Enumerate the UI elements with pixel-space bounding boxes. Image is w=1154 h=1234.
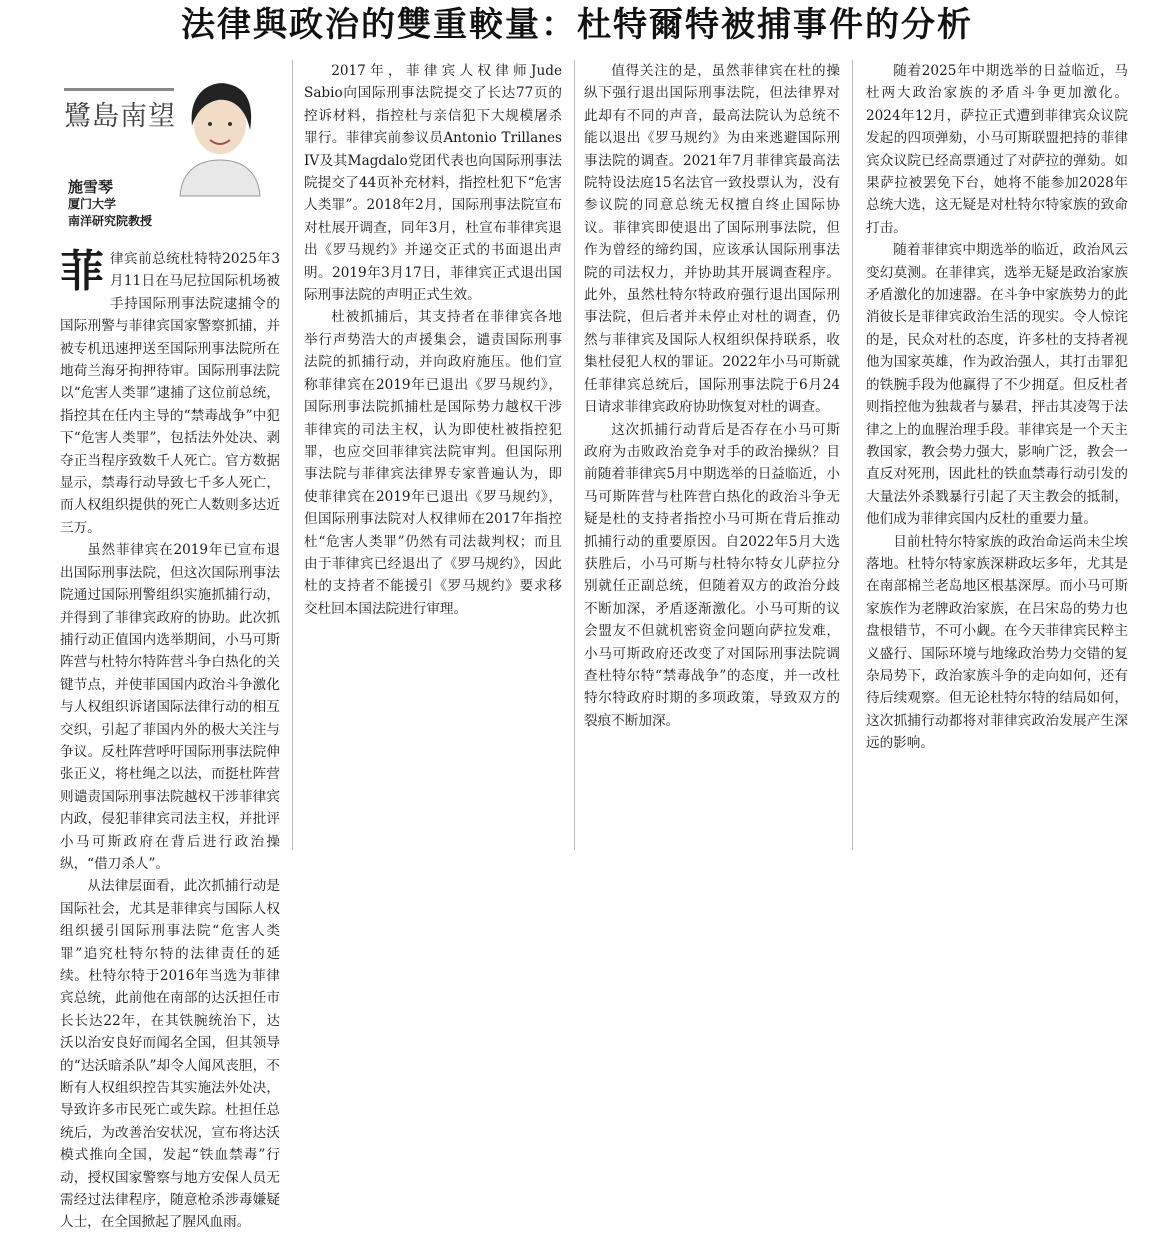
article-column-3 <box>584 60 840 850</box>
column-divider <box>852 60 853 850</box>
paragraph-3-start: 从法律层面看，此次抓捕行动是国际社会，尤其是菲律宾与国际人权组织援引国际刑事法院“危害人类罪”追究杜特尔特的法律责任的延续。杜特尔特于2016年当选为菲律宾总统，此前他在南部的达沃担任市长长达22年，在其铁腕统治下，达沃以治安良好而闻名全国，但其领导的“达沃暗杀队”却令人闻风丧胆，不断有人权组织控告其实施法外处决，导致许多市民死亡或失踪。杜担任总统后，为改善治安状况，宣布将达沃模式推向全国，发起“铁血禁毒”行动，授权国家警察与地方安保人员无需经过法律程序，随意枪杀涉毒嫌疑人士，在全国掀起了腥风血雨。 <box>60 878 280 1231</box>
paragraph-7: 这次抓捕行动背后是否存在小马可斯政府为击败政治竞争对手的政治操纵？目前随着菲律宾5月中期选举的日益临近，小马可斯阵营与杜阵营白热化的政治斗争无疑是杜的支持者指控小马可斯在背后推动抓捕行动的重要原因。自2022年5月大选获胜后，小马可斯与杜特尔特女儿萨拉分别就任正副总统，但随着双方的政治分歧不断加深，矛盾逐渐激化。小马可斯的议会盟友不但就机密资金问题向萨拉发难，小马可斯政府还改变了对国际刑事法院调查杜特尔特“禁毒战争”的态度，并一改杜特尔特政府时期的多项政策，导致双方的裂痕不断加深。 <box>584 421 840 729</box>
paragraph-9: 随着菲律宾中期选举的临近，政治风云变幻莫测。在菲律宾，选举无疑是政治家族矛盾激化的加速器。在斗争中家族势力的此消彼长是菲律宾政治生活的现实。令人惊诧的是，民众对杜的态度，许多杜的支持者视他为国家英雄，作为政治强人，其打击罪犯的铁腕手段为他赢得了不少拥趸。但反杜者则指控他为独裁者与暴君，抨击其凌驾于法律之上的血腥治理手段。菲律宾是一个天主教国家，教会势力强大，影响广泛，教会一直反对死刑，因此杜的铁血禁毒行动引发的大量法外杀戮暴行引起了天主教会的抵制，他们成为菲律宾国内反杜的重要力量。 <box>866 242 1128 528</box>
author-portrait <box>172 68 268 196</box>
column-divider <box>574 60 575 850</box>
column-name-rule <box>64 88 174 91</box>
paragraph-1: 菲律宾前总统杜特特2025年3月11日在马尼拉国际机场被手持国际刑事法院逮捕令的国际刑警与菲律宾国家警察抓捕，并被专机迅速押送至国际刑事法院所在地荷兰海牙拘押待审。国际刑事法院以“危害人类罪”逮捕了这位前总统，指控其在任内主导的“禁毒战争”中犯下“危害人类罪”，包括法外处决、剥夺正当程序致数千人死亡。官方数据显示，禁毒行动导致七千多人死亡，而人权组织提供的死亡人数则多达近三万。 <box>60 246 280 536</box>
paragraph-2: 虽然菲律宾在2019年已宣布退出国际刑事法院，但这次国际刑事法院通过国际刑警组织实施抓捕行动，并得到了菲律宾政府的协助。此次抓捕行动正值国内选举期间，小马可斯阵营与杜特尔特阵营斗争白热化的关键节点，并使菲国国内政治斗争激化与人权组织诉诸国际法律行动的相互交织，引起了菲国内外的极大关注与争议。反杜阵营呼吁国际刑事法院伸张正义，将杜绳之以法，而挺杜阵营则谴责国际刑事法院越权干涉菲律宾内政，侵犯菲律宾司法主权，并批评小马可斯政府在背后进行政治操纵，“借刀杀人”。 <box>60 542 280 872</box>
headline: 法律與政治的雙重較量：杜特爾特被捕事件的分析 <box>181 5 973 45</box>
dropcap: 菲 <box>60 246 104 297</box>
author-name: 施雪琴 <box>68 178 114 196</box>
article-column-4 <box>866 60 1128 850</box>
paragraph-10: 目前杜特尔特家族的政治命运尚未尘埃落地。杜特尔特家族深耕政坛多年，尤其是在南部棉兰老岛地区根基深厚。而小马可斯家族作为老牌政治家族，在吕宋岛的势力也盘根错节，不可小觑。在今天菲律宾民粹主义盛行、国际环境与地缘政治势力交错的复杂局势下，政治家族斗争的走向如何，还有待后续观察。但无论杜特尔特的结局如何，这次抓捕行动都将对菲律宾政治发展产生深远的影响。 <box>866 533 1128 752</box>
author-affiliation: 厦门大学 南洋研究院教授 <box>68 197 153 228</box>
paragraph-4: 2017年，菲律宾人权律师Jude Sabio向国际刑事法院提交了长达77页的控诉材料，指控杜与亲信犯下大规模屠杀罪行。菲律宾前参议员Antonio Trillanes IV及其Magdalo党团代表也向国际刑事法院提交了44页补充材料，指控杜犯下“危害人类罪”。2018年2月，国际刑事法院宣布对杜展开调查，同年3月，杜宣布菲律宾退出《罗马规约》并递交正式的书面退出声明。2019年3月17日，菲律宾正式退出国际刑事法院的声明正式生效。 <box>304 63 562 304</box>
paragraph-5: 杜被抓捕后，其支持者在菲律宾各地举行声势浩大的声援集会，谴责国际刑事法院的抓捕行动，并向政府施压。他们宣称菲律宾在2019年已退出《罗马规约》，国际刑事法院抓捕杜是国际势力越权干涉菲律宾的司法主权，认为即使杜被指控犯罪，也应交回菲律宾法院审判。但国际刑事法院与菲律宾法律界专家普遍认为，即使菲律宾在2019年已退出《罗马规约》，但国际刑事法院对人权律师在2017年指控杜“危害人类罪”仍然有司法裁判权；而且由于菲律宾已经退出了《罗马规约》，因此杜的支持者不能援引《罗马规约》要求移交杜回本国法院进行审理。 <box>304 309 562 617</box>
column-name: 鷺島南望 <box>64 94 176 133</box>
paragraph-6: 值得关注的是，虽然菲律宾在杜的操纵下强行退出国际刑事法院，但法律界对此却有不同的声音，最高法院认为总统不能以退出《罗马规约》为由来逃避国际刑事法院的调查。2021年7月菲律宾最高法院特设法庭15名法官一致投票认为，没有参议院的同意总统无权擅自终止国际协议。菲律宾即使退出了国际刑事法院，但作为曾经的缔约国，应该承认国际刑事法院的司法权力，并协助其开展调查程序。此外，虽然杜特尔特政府强行退出国际刑事法院，但后者并未停止对杜的调查，仍然与菲律宾及国际人权组织保持联系，收集杜侵犯人权的罪证。2022年小马可斯就任菲律宾总统后，国际刑事法院于6月24日请求菲律宾政府协助恢复对杜的调查。 <box>584 63 840 416</box>
article-column-2 <box>304 60 562 850</box>
column-divider <box>292 60 293 850</box>
paragraph-8: 随着2025年中期选举的日益临近，马杜两大政治家族的矛盾斗争更加激化。2024年12月，萨拉正式遭到菲律宾众议院发起的四项弹劾，小马可斯联盟把持的菲律宾众议院已经高票通过了对萨拉的弹劾。如果萨拉被罢免下台，她将不能参加2028年总统大选，这无疑是对杜特尔特家族的致命打击。 <box>866 63 1128 236</box>
byline <box>60 64 270 244</box>
